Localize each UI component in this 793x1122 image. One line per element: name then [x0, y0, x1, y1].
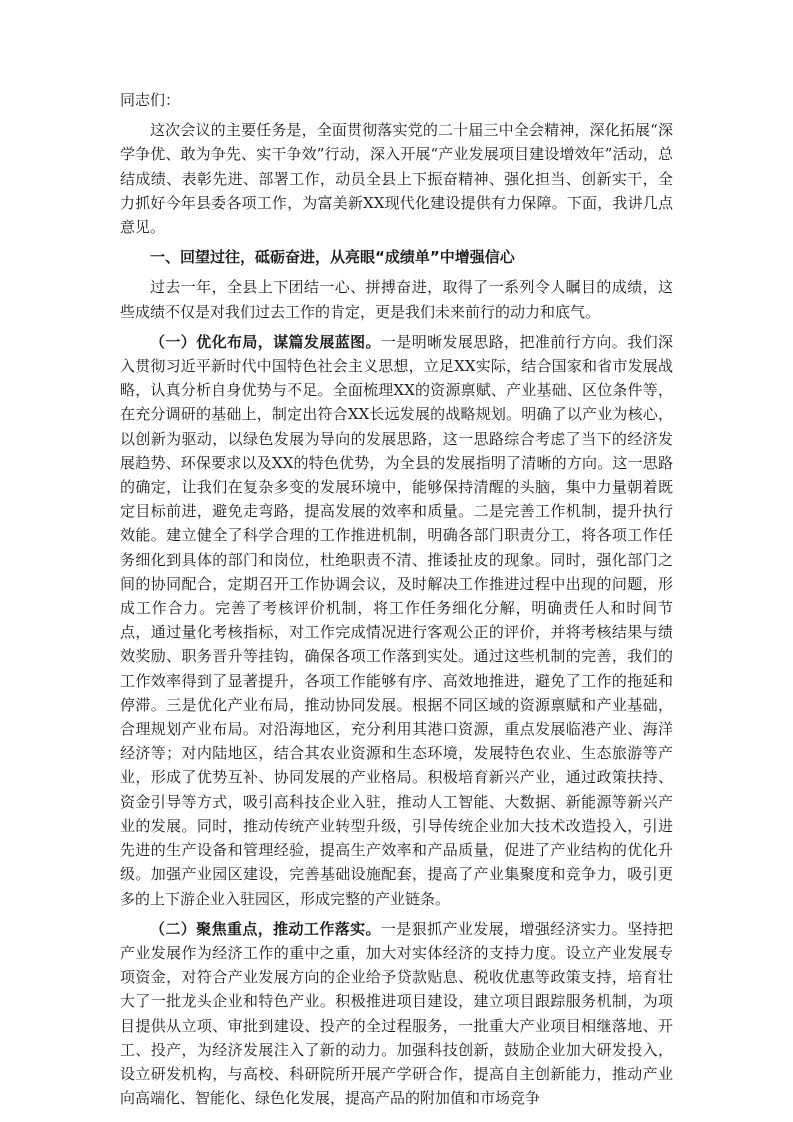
salutation: 同志们： — [120, 91, 181, 109]
subsection-2-paragraph — [120, 917, 673, 1111]
subsection-1-title: （一）优化布局，谋篇发展蓝图。 — [150, 332, 381, 351]
intro-paragraph: 这次会议的主要任务是，全面贯彻落实党的二十届三中全会精神，深化拓展“深学争优、敢为争先、实干争效”行动，深入开展“产业发展项目建设增效年”活动，总结成绩、表彰先进、部署工作，动员全县上下振奋精神、强化担当、创新实干，全力抓好今年县委各项工作，为富美新XX现代化建设提供有力保障。下面，我讲几点意见。 — [120, 121, 673, 237]
document-page — [120, 88, 673, 1116]
subsection-1-body: 一是明晰发展思路，把准前行方向。我们深入贯彻习近平新时代中国特色社会主义思想，立足XX实际，结合国家和省市发展战略，认真分析自身优势与不足。全面梳理XX的资源禀赋、产业基础、区位条件等，在充分调研的基础上，制定出符合XX长远发展的战略规划。明确了以产业为核心，以创新为驱动，以绿色发展为导向的发展思路，这一思路综合考虑了当下的经济发展趋势、环保要求以及XX的特色优势，为全县的发展指明了清晰的方向。这一思路的确定，让我们在复杂多变的发展环境中，能够保持清醒的头脑，集中力量朝着既定目标前进，避免走弯路，提高发展的效率和质量。二是完善工作机制，提升执行效能。建立健全了科学合理的工作推进机制，明确各部门职责分工，将各项工作任务细化到具体的部门和岗位，杜绝职责不清、推诿扯皮的现象。同时，强化部门之间的协同配合，定期召开工作协调会议，及时解决工作推进过程中出现的问题，形成工作合力。完善了考核评价机制，将工作任务细化分解，明确责任人和时间节点，通过量化考核指标，对工作完成情况进行客观公正的评价，并将考核结果与绩效奖励、职务晋升等挂钩，确保各项工作落到实处。通过这些机制的完善，我们的工作效率得到了显著提升，各项工作能够有序、高效地推进，避免了工作的拖延和停滞。三是优化产业布局，推动协同发展。根据不同区域的资源禀赋和产业基础，合理规划产业布局。对沿海地区，充分利用其港口资源，重点发展临港产业、海洋经济等；对内陆地区，结合其农业资源和生态环境，发展特色农业、生态旅游等产业，形成了优势互补、协同发展的产业格局。积极培育新兴产业，通过政策扶持、资金引导等方式，吸引高科技企业入驻，推动人工智能、大数据、新能源等新兴产业的发展。同时，推动传统产业转型升级，引导传统企业加大技术改造投入，引进先进的生产设备和管理经验，提高生产效率和产品质量，促进了产业结构的优化升级。加强产业园区建设，完善基础设施配套，提高了产业集聚度和竞争力，吸引更多的上下游企业入驻园区，形成完整的产业链条。 — [120, 332, 673, 908]
section-heading-1: 一、回望过往，砥砺奋进，从亮眼“成绩单”中增强信心 — [150, 248, 515, 267]
section1-intro-paragraph: 过去一年，全县上下团结一心、拼搏奋进，取得了一系列令人瞩目的成绩，这些成绩不仅是对我们过去工作的肯定，更是我们未来前行的动力和底气。 — [120, 278, 673, 321]
subsection-2-body: 一是狠抓产业发展，增强经济实力。坚持把产业发展作为经济工作的重中之重，加大对实体经济的支持力度。设立产业发展专项资金，对符合产业发展方向的企业给予贷款贴息、税收优惠等政策支持，培育壮大了一批龙头企业和特色产业。积极推进项目建设，建立项目跟踪服务机制，为项目提供从立项、审批到建设、投产的全过程服务，一批重大产业项目相继落地、开工、投产，为经济发展注入了新的动力。加强科技创新，鼓励企业加大研发投入，设立研发机构，与高校、科研院所开展产学研合作，提高自主创新能力，推动产业向高端化、智能化、绿色化发展，提高产品的附加值和市场竞争 — [120, 919, 673, 1108]
subsection-2-title: （二）聚焦重点，推动工作落实。 — [150, 919, 381, 938]
subsection-1-paragraph — [120, 330, 673, 911]
